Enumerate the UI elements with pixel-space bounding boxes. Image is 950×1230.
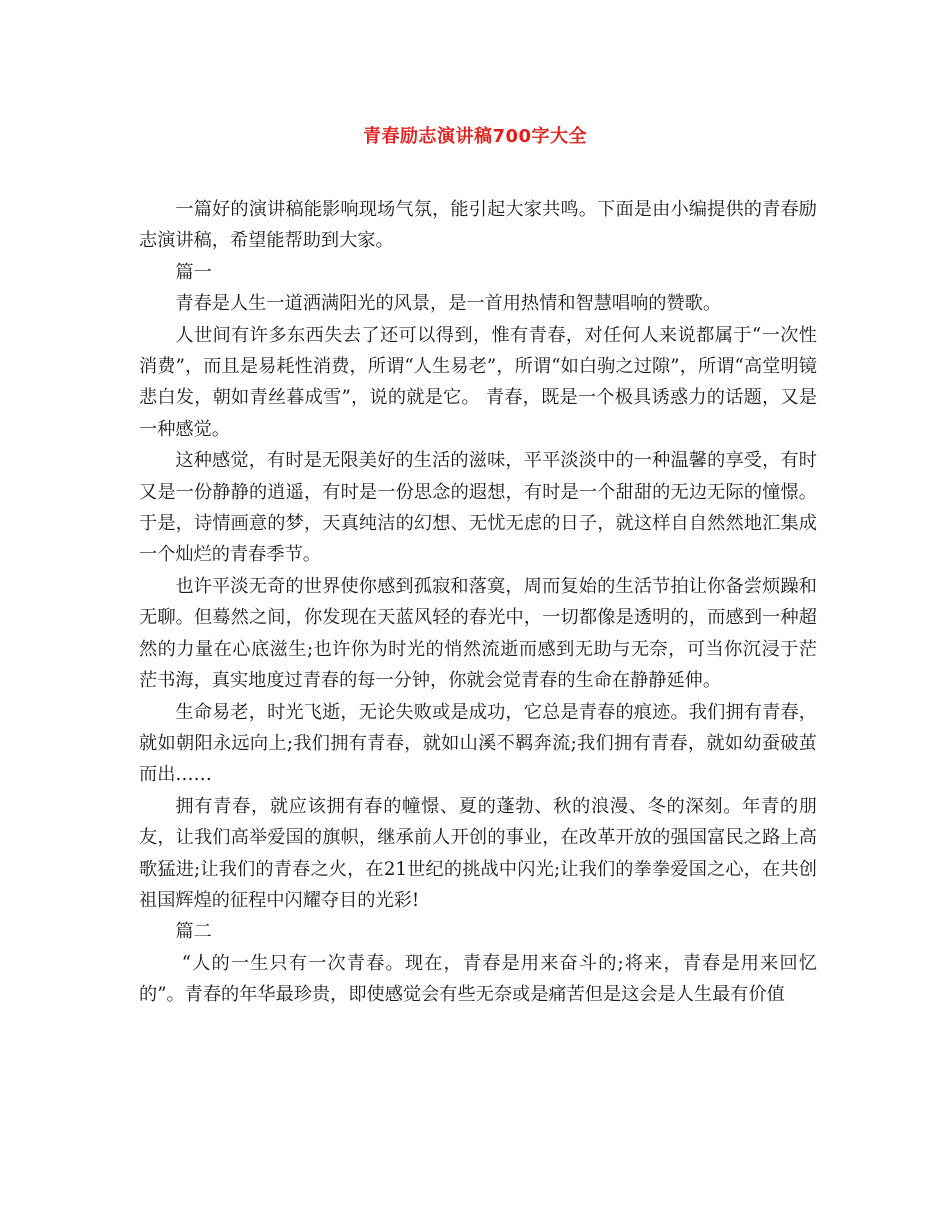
document-title: 青春励志演讲稿700字大全: [362, 126, 588, 147]
paragraph: 这种感觉，有时是无限美好的生活的滋味，平平淡淡中的一种温馨的享受，有时又是一份静静的逍遥，有时是一份思念的遐想，有时是一个甜甜的无边无际的憧憬。于是，诗情画意的梦，天真纯洁的幻想、无忧无虑的日子，就这样自自然然地汇集成一个灿烂的青春季节。: [139, 450, 817, 566]
paragraph: 青春是人生一道洒满阳光的风景，是一首用热情和智慧唱响的赞歌。: [175, 293, 722, 315]
section-heading-2: 篇二: [175, 921, 212, 943]
paragraph-intro: 一篇好的演讲稿能影响现场气氛，能引起大家共鸣。下面是由小编提供的青春励志演讲稿，希望能帮助到大家。: [139, 199, 817, 252]
paragraph: 生命易老，时光飞逝，无论失败或是成功，它总是青春的痕迹。我们拥有青春，就如朝阳永远向上;我们拥有青春，就如山溪不羁奔流;我们拥有青春，就如幼蚕破茧而出……: [139, 701, 817, 786]
paragraph: 也许平淡无奇的世界使你感到孤寂和落寞，周而复始的生活节拍让你备尝烦躁和无聊。但蓦然之间，你发现在天蓝风轻的春光中，一切都像是透明的，而感到一种超然的力量在心底滋生;也许你为时光的悄然流逝而感到无助与无奈，可当你沉浸于茫茫书海，真实地度过青春的每一分钟，你就会觉青春的生命在静静延伸。: [139, 575, 817, 692]
paragraph: “人的一生只有一次青春。现在，青春是用来奋斗的;将来，青春是用来回忆的”。青春的年华最珍贵，即使感觉会有些无奈或是痛苦但是这会是人生最有价值: [139, 952, 817, 1006]
document-body: [139, 194, 817, 1011]
paragraph: 拥有青春，就应该拥有春的幢憬、夏的蓬勃、秋的浪漫、冬的深刻。年青的朋友，让我们高举爱国的旗帜，继承前人开创的事业，在改革开放的强国富民之路上高歌猛进;让我们的青春之火，在21世纪的挑战中闪光;让我们的拳拳爱国之心，在共创祖国辉煌的征程中闪耀夺目的光彩!: [139, 795, 817, 911]
section-heading-1: 篇一: [175, 261, 212, 283]
paragraph: 人世间有许多东西失去了还可以得到，惟有青春，对任何人来说都属于“一次性消费”，而且是易耗性消费，所谓“人生易老”，所谓“如白驹之过隙”，所谓“高堂明镜悲白发，朝如青丝暮成雪”，说的就是它。 青春，既是一个极具诱惑力的话题，又是一种感觉。: [139, 324, 817, 440]
